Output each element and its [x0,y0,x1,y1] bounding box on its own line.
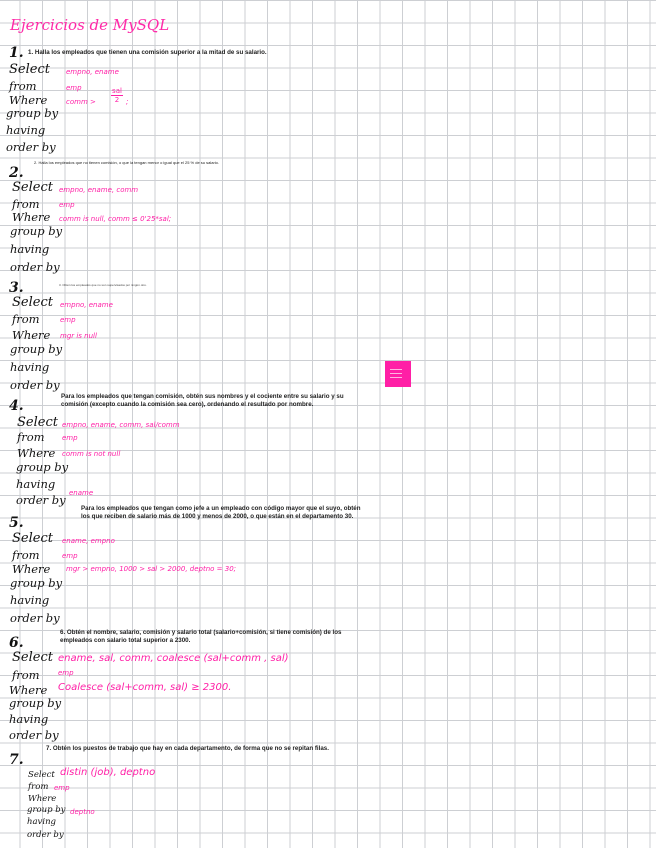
exercise-4-select-keyword: Select [17,415,58,430]
exercise-5-where-answer: mgr > empno, 1000 > sal > 2000, deptno = 30; [66,565,237,573]
exercise-6-from-answer: emp [58,669,74,677]
exercise-4-having-keyword: having [16,477,56,491]
exercise-1-having-keyword: having [6,123,46,137]
exercise-2-having-keyword: having [10,242,50,256]
exercise-6-where-keyword: Where [9,683,48,697]
exercise-5-select-keyword: Select [12,531,53,546]
exercise-7-where-keyword: Where [28,794,57,804]
exercise-1-select-keyword: Select [9,62,50,77]
exercise-6-number: 6. [9,635,24,651]
exercise-7-group-by-keyword: group by [27,805,66,815]
exercise-7-select-answer: distin (job), deptno [60,767,156,778]
exercise-3-prompt: 3. Obtén los empleados que no son supervisados por ningún otro. [59,283,147,287]
exercise-3-select-answer: empno, ename [60,301,113,309]
exercise-1-where-end: ; [126,98,129,106]
exercise-4-where-keyword: Where [17,446,56,460]
fraction-numerator: sal [112,87,122,95]
exercise-4-prompt: Para los empleados que tengan comisión, obtén sus nombres y el cociente entre su salario y su comisión (excepto cuando la comisión sea cero), ordenando el resultado por nombre. [61,393,344,408]
exercise-2-from-answer: emp [59,201,75,209]
exercise-7-from-answer: emp [54,784,70,792]
exercise-7-order-by-keyword: order by [27,830,64,840]
exercise-3-number: 3. [9,280,24,296]
exercise-6-select-keyword: Select [12,650,53,665]
exercise-2-order-by-keyword: order by [10,260,60,274]
exercise-4-from-answer: emp [62,434,78,442]
exercise-1-number: 1. [9,45,24,61]
exercise-4-order-by-answer: ename [69,489,94,497]
exercise-5-from-answer: emp [62,552,78,560]
exercise-6-prompt: 6. Obtén el nombre, salario, comisión y salario total (salario+comisión, si tiene comisión) de los empleados con salario total superior a 2300. [60,629,342,644]
exercise-4-where-answer: comm is not null [62,450,121,458]
exercise-6-group-by-keyword: group by [9,696,62,710]
exercise-7-having-keyword: having [27,817,56,827]
exercise-4-group-by-keyword: group by [16,460,69,474]
exercise-2-group-by-keyword: group by [10,224,63,238]
exercise-1-where-fraction [110,87,124,104]
exercise-7-prompt: 7. Obtén los puestos de trabajo que hay en cada departamento, de forma que no se repitan filas. [46,745,329,752]
exercise-2-prompt: 2. Halla los empleados que no tienen comisión, o que la tengan menor o igual que el 25 % de su salario. [34,160,220,165]
exercise-5-prompt: Para los empleados que tengan como jefe a un empleado con código mayor que el suyo, obtén los que reciben de salario más de 1000 y menos de 2000, o que están en el departamento 30. [81,505,361,520]
exercise-6-from-keyword: from [12,668,40,682]
exercise-2-where-keyword: Where [12,210,51,224]
exercise-7-from-keyword: from [28,782,49,792]
exercise-4-from-keyword: from [17,430,45,444]
exercise-6-having-keyword: having [9,712,49,726]
exercise-4-number: 4. [9,398,24,414]
exercise-3-having-keyword: having [10,360,50,374]
exercise-7-select-keyword: Select [28,770,55,780]
exercise-1-select-answer: empno, ename [66,68,119,76]
exercise-3-order-by-keyword: order by [10,378,60,392]
exercise-6-select-answer: ename, sal, comm, coalesce (sal+comm , sal) [58,653,289,664]
exercise-5-from-keyword: from [12,548,40,562]
exercise-5-order-by-keyword: order by [10,611,60,625]
exercise-4-select-answer: empno, ename, comm, sal/comm [62,421,180,429]
exercise-3-where-answer: mgr is null [60,332,97,340]
exercise-6-where-answer: Coalesce (sal+comm, sal) ≥ 2300. [58,682,232,693]
exercise-3-where-keyword: Where [12,328,51,342]
pink-marker-square [385,361,411,387]
exercise-2-select-keyword: Select [12,180,53,195]
exercise-3-select-keyword: Select [12,295,53,310]
exercise-7-group-by-answer: deptno [70,808,95,816]
exercise-1-from-keyword: from [9,79,37,93]
exercise-5-number: 5. [9,515,24,531]
exercise-2-number: 2. [9,165,24,181]
exercise-5-having-keyword: having [10,593,50,607]
exercise-3-from-answer: emp [60,316,76,324]
exercise-1-from-answer: emp [66,84,82,92]
exercise-2-from-keyword: from [12,197,40,211]
exercise-5-where-keyword: Where [12,562,51,576]
exercise-5-select-answer: ename, empno [62,537,115,545]
exercise-6-order-by-keyword: order by [9,728,59,742]
exercise-3-from-keyword: from [12,312,40,326]
exercise-7-number: 7. [9,752,24,768]
exercise-1-group-by-keyword: group by [6,106,59,120]
exercise-3-group-by-keyword: group by [10,342,63,356]
exercise-1-order-by-keyword: order by [6,140,56,154]
exercise-2-where-answer: comm is null, comm ≤ 0'25*sal; [59,215,172,223]
exercise-4-order-by-keyword: order by [16,493,66,507]
exercise-1-prompt: 1. Halla los empleados que tienen una comisión superior a la mitad de su salario. [28,49,267,56]
exercise-2-select-answer: empno, ename, comm [59,186,139,194]
exercise-1-where-answer: comm > [66,98,96,106]
fraction-denominator: 2 [114,96,120,104]
exercise-1-where-keyword: Where [9,93,48,107]
exercise-5-group-by-keyword: group by [10,576,63,590]
page-title: Ejercicios de MySQL [10,16,170,34]
